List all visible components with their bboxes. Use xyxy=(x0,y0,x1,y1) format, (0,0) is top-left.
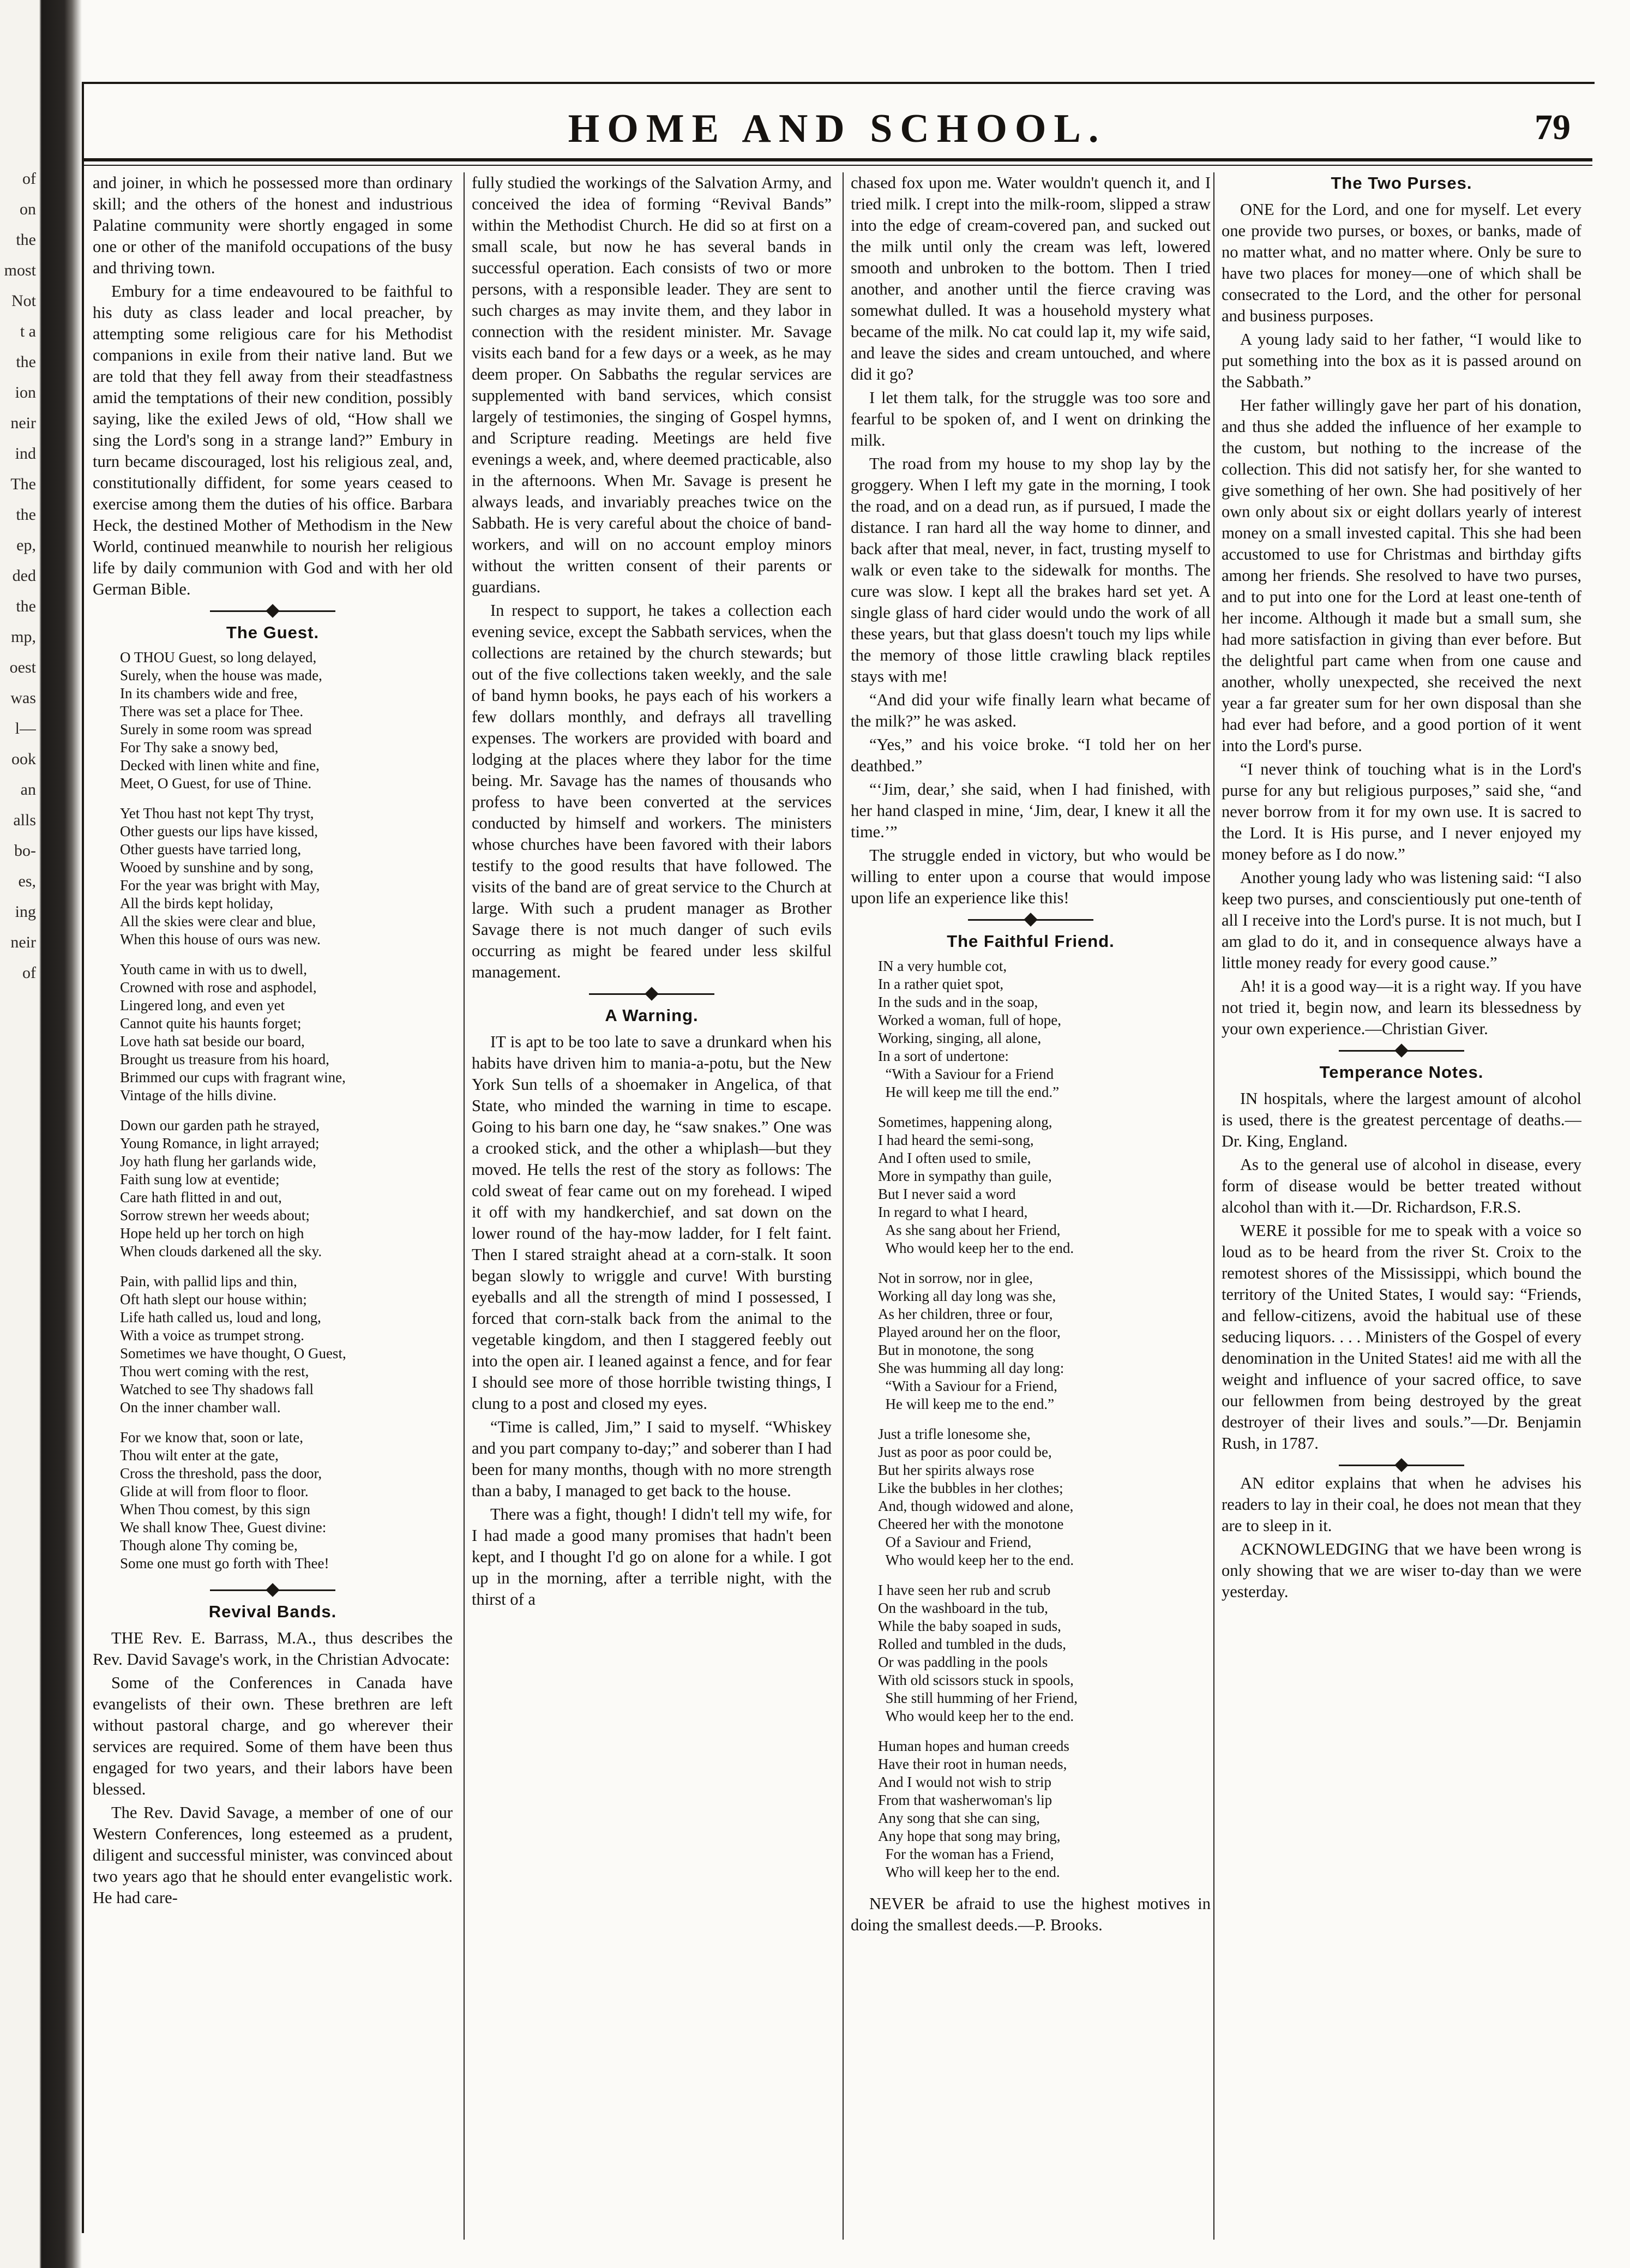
poem-line: Human hopes and human creeds xyxy=(878,1738,1069,1754)
poem-line: With old scissors stuck in spools, xyxy=(878,1672,1074,1688)
article-paragraph: Ah! it is a good way—it is a right way. If you have not tried it, begin now, and learn its blessedness by your own experience.—Christian Giver. xyxy=(1222,977,1581,1038)
poem-line: In its chambers wide and free, xyxy=(120,685,298,701)
poem-line: Life hath called us, loud and long, xyxy=(120,1309,321,1325)
poem-line: Not in sorrow, nor in glee, xyxy=(878,1270,1033,1286)
poem-line: More in sympathy than guile, xyxy=(878,1168,1052,1184)
article-paragraph: and joiner, in which he possessed more than ordinary skill; and the others of the honest and industrious Palatine community were shortly engaged in some one or other of the manifold occupations of the busy and thriving town. xyxy=(93,173,453,277)
article-paragraph: “Yes,” and his voice broke. “I told her on her deathbed.” xyxy=(851,735,1211,775)
poem-stanza xyxy=(878,1113,1211,1257)
article-paragraph: chased fox upon me. Water wouldn't quench it, and I tried milk. I crept into the milk-room, slipped a straw into the edge of cream-covered pan, and sucked out the milk until only the cream was left, lowered smooth and unbroken to the bottom. Then I tried another, and another until the fierce craving was somewhat dulled. It was a household mystery what became of the milk. No cat could lap it, my wife said, and leave the sides and cream untouched, and where did it go? xyxy=(851,173,1211,383)
poem-line: Sometimes we have thought, O Guest, xyxy=(120,1345,346,1361)
poem-line: But her spirits always rose xyxy=(878,1462,1034,1478)
poem-line: Young Romance, in light arrayed; xyxy=(120,1135,320,1151)
article-paragraph: There was a fight, though! I didn't tell my wife, for I had made a good many promises that hadn't been kept, and I thought I'd go on alone for a while. I got up in the morning, after a terrible night, with the thirst of a xyxy=(472,1505,832,1609)
poem-line: Down our garden path he strayed, xyxy=(120,1117,320,1133)
poem-line: Some one must go forth with Thee! xyxy=(120,1555,329,1571)
article-paragraph: NEVER be afraid to use the highest motives in doing the smallest deeds.—P. Brooks. xyxy=(851,1894,1211,1934)
article-paragraph: The struggle ended in victory, but who would be willing to enter upon a course that would impose upon life an experience like this! xyxy=(851,846,1211,907)
poem-line: Worked a woman, full of hope, xyxy=(878,1012,1061,1028)
poem-line: Who would keep her to the end. xyxy=(878,1552,1074,1568)
header-rule-thin xyxy=(82,165,1592,166)
poem-line: Surely, when the house was made, xyxy=(120,667,322,683)
poem-line: Hope held up her torch on high xyxy=(120,1225,304,1241)
poem-line: Care hath flitted in and out, xyxy=(120,1189,282,1205)
poem-title-the-guest: The Guest. xyxy=(226,623,320,642)
poem-line: Watched to see Thy shadows fall xyxy=(120,1381,314,1397)
header-rule xyxy=(82,158,1592,161)
article-paragraph: WERE it possible for me to speak with a voice so loud as to be heard from the river St. Croix to the remotest shores of the Mississippi, which bound the territory of the United States, I would say: “Friends, and fellow-citizens, avoid the habitual use of these seducing liquors. . . . Ministers of the Gospel of every denomination in the United States! aid me with all the weight and influence of your sacred office, to save our fellowmen from being destroyed by the great destroyer of their lives and souls.”—Dr. Benjamin Rush, in 1787. xyxy=(1222,1221,1581,1453)
poem-line: But I never said a word xyxy=(878,1186,1016,1202)
page-number: 79 xyxy=(1535,107,1571,147)
poem-line: Other guests have tarried long, xyxy=(120,841,302,857)
poem-line: “With a Saviour for a Friend xyxy=(878,1066,1054,1082)
column-rule xyxy=(843,172,844,2240)
poem-line: With a voice as trumpet strong. xyxy=(120,1327,304,1343)
poem-line: Brimmed our cups with fragrant wine, xyxy=(120,1069,346,1085)
poem-line: Love hath sat beside our board, xyxy=(120,1033,305,1049)
poem-line: She still humming of her Friend, xyxy=(878,1690,1078,1706)
section-divider xyxy=(851,914,1211,925)
poem-line: Joy hath flung her garlands wide, xyxy=(120,1153,316,1169)
column-1 xyxy=(93,172,453,2240)
article-paragraph: IN hospitals, where the largest amount of alcohol is used, there is the greatest percentage of deaths.—Dr. King, England. xyxy=(1222,1089,1581,1150)
poem-line: For we know that, soon or late, xyxy=(120,1429,303,1445)
poem-line: Surely in some room was spread xyxy=(120,721,312,737)
poem-line: While the baby soaped in suds, xyxy=(878,1618,1061,1634)
poem-line: Thou wilt enter at the gate, xyxy=(120,1447,279,1463)
poem-line: Sometimes, happening along, xyxy=(878,1114,1052,1130)
poem-line: Thou wert coming with the rest, xyxy=(120,1363,309,1379)
article-paragraph: Another young lady who was listening said: “I also keep two purses, and conscientiously put one-tenth of all I receive into the Lord's purse. It is not much, but I am glad to do it, and in consequence always have a little money ready for every good cause.” xyxy=(1222,868,1581,972)
adjacent-page-fragments: of on the most Not t a the ion neir ind The the ep, ded the mp, oest was l— ook an alls bo- es, ing neir of xyxy=(4,170,36,982)
poem-line: On the inner chamber wall. xyxy=(120,1399,281,1415)
column-3 xyxy=(851,172,1211,2240)
article-paragraph: THE Rev. E. Barrass, M.A., thus describes the Rev. David Savage's work, in the Christian Advocate: xyxy=(93,1629,453,1669)
article-paragraph: ACKNOWLEDGING that we have been wrong is only showing that we are wiser to-day than we were yesterday. xyxy=(1222,1540,1581,1601)
article-title-temperance-notes: Temperance Notes. xyxy=(1319,1063,1484,1082)
poem-title-the-faithful-friend: The Faithful Friend. xyxy=(947,932,1115,951)
poem-line: Lingered long, and even yet xyxy=(120,997,285,1013)
poem-line: She was humming all day long: xyxy=(878,1360,1064,1376)
poem-line: As she sang about her Friend, xyxy=(878,1222,1061,1238)
poem-line: Youth came in with us to dwell, xyxy=(120,961,307,977)
poem-line: And I often used to smile, xyxy=(878,1150,1031,1166)
poem-line: Sorrow strewn her weeds about; xyxy=(120,1207,310,1223)
poem-stanza xyxy=(878,957,1211,1101)
section-divider xyxy=(1222,1460,1581,1471)
article-paragraph: “Time is called, Jim,” I said to myself. “Whiskey and you part company to-day;” and soberer than I had been for many months, though with no more strength than a baby, I managed to get back to the house. xyxy=(472,1418,832,1500)
poem-line: In a sort of undertone: xyxy=(878,1048,1009,1064)
section-divider xyxy=(93,605,453,616)
poem-line: Cannot quite his haunts forget; xyxy=(120,1015,302,1031)
poem-line: Any song that she can sing, xyxy=(878,1810,1040,1826)
poem-line: But in monotone, the song xyxy=(878,1342,1034,1358)
article-paragraph: ONE for the Lord, and one for myself. Let every one provide two purses, or boxes, or banks, made of no matter what, and no matter where. Only be sure to have two places for money—one of which shall be consecrated to the Lord, and the other for personal and business purposes. xyxy=(1222,200,1581,325)
poem-line: Cross the threshold, pass the door, xyxy=(120,1465,322,1481)
poem-the-faithful-friend xyxy=(851,957,1211,1881)
poem-line: He will keep me to the end.” xyxy=(878,1396,1055,1412)
article-paragraph: Some of the Conferences in Canada have evangelists of their own. These brethren are left without pastoral charge, and go wherever their services are required. Some of them have been thus engaged for two years, and their labors have been blessed. xyxy=(93,1673,453,1798)
poem-stanza xyxy=(878,1269,1211,1413)
poem-line: Other guests our lips have kissed, xyxy=(120,823,318,839)
poem-line: For Thy sake a snowy bed, xyxy=(120,739,279,755)
poem-stanza xyxy=(120,1273,453,1417)
article-paragraph: fully studied the workings of the Salvation Army, and conceived the idea of forming “Revival Bands” within the Methodist Church. He did so at first on a small scale, but now he has several bands in successful operation. Each consists of two or more persons, with a responsible leader. They are sent to such charges as may invite them, and they labor in connection with the resident minister. Mr. Savage visits each band for a few days or a week, as he may deem proper. On Sabbaths the regular services are supplemented with band services, which consist largely of testimonies, the singing of Gospel hymns, and Scripture reading. Meetings are held five evenings a week, and, where deemed practicable, also in the afternoons. When Mr. Savage is present he always leads, and invariably preaches twice on the Sabbath. He is very careful about the choice of band-workers, and will on no account employ minors without the written consent of their parents or guardians. xyxy=(472,173,832,596)
poem-line: I have seen her rub and scrub xyxy=(878,1582,1051,1598)
running-title: HOME AND SCHOOL. xyxy=(568,106,1106,151)
poem-line: Played around her on the floor, xyxy=(878,1324,1061,1340)
poem-line: Oft hath slept our house within; xyxy=(120,1291,307,1307)
poem-line: O THOU Guest, so long delayed, xyxy=(120,649,317,665)
poem-stanza xyxy=(120,805,453,949)
poem-line: Brought us treasure from his hoard, xyxy=(120,1051,329,1067)
article-paragraph: Her father willingly gave her part of his donation, and thus she added the influence of her example to the custom, but nothing to the increase of the collection. This did not satisfy her, for she wanted to give something of her own. She had positively of her own only about six or eight dollars yearly of interest money on a small invested capital. This she had been accustomed to use for Christmas and birthday gifts among her friends. She resolved to have two purses, and to put into one for the Lord at least one-tenth of her income. Although it made but a small sum, she had more satisfaction in giving than ever before. But the delightful part came when from one cause and another, wholly unexpected, she received the next year a far greater sum for her own disposal than she had ever had before, and a good portion of it went into the Lord's purse. xyxy=(1222,396,1581,755)
poem-line: Vintage of the hills divine. xyxy=(120,1087,277,1103)
section-divider xyxy=(93,1585,453,1595)
poem-line: In the suds and in the soap, xyxy=(878,994,1038,1010)
poem-line: When this house of ours was new. xyxy=(120,931,321,947)
section-divider xyxy=(1222,1045,1581,1056)
poem-line: Glide at will from floor to floor. xyxy=(120,1483,309,1499)
column-rule xyxy=(1213,172,1214,2240)
article-title-the-two-purses: The Two Purses. xyxy=(1331,173,1472,193)
poem-line: For the year was bright with May, xyxy=(120,877,320,893)
poem-line: Of a Saviour and Friend, xyxy=(878,1534,1032,1550)
poem-stanza xyxy=(878,1425,1211,1569)
poem-line: Who would keep her to the end. xyxy=(878,1240,1074,1256)
poem-line: Cheered her with the monotone xyxy=(878,1516,1064,1532)
poem-line: Have their root in human needs, xyxy=(878,1756,1067,1772)
poem-line: In a rather quiet spot, xyxy=(878,976,1004,992)
poem-line: Working, singing, all alone, xyxy=(878,1030,1042,1046)
section-divider xyxy=(472,988,832,999)
poem-line: Any hope that song may bring, xyxy=(878,1828,1061,1844)
poem-line: In regard to what I heard, xyxy=(878,1204,1028,1220)
article-paragraph: As to the general use of alcohol in disease, every form of disease would be better treated without alcohol than with it.—Dr. Richardson, F.R.S. xyxy=(1222,1155,1581,1216)
poem-line: Yet Thou hast not kept Thy tryst, xyxy=(120,805,314,821)
poem-line: When Thou comest, by this sign xyxy=(120,1501,310,1517)
poem-stanza xyxy=(120,961,453,1105)
article-paragraph: I let them talk, for the struggle was too sore and fearful to be spoken of, and I went on drinking the milk. xyxy=(851,388,1211,449)
poem-line: Faith sung low at eventide; xyxy=(120,1171,280,1187)
poem-line: There was set a place for Thee. xyxy=(120,703,304,719)
article-title-revival-bands: Revival Bands. xyxy=(208,1602,337,1621)
article-paragraph: Embury for a time endeavoured to be faithful to his duty as class leader and local preacher, by attempting some religious care for his Methodist companions in exile from their native land. But we are told that they fell away from their steadfastness amid the temptations of their new condition, possibly saying, like the exiled Jews of old, “How shall we sing the Lord's song in a strange land?” Embury in turn became discouraged, lost his religious zeal, and, constitutionally diffident, for some years ceased to exercise among them the duties of his office. Barbara Heck, the destined Mother of Methodism in the New World, continued meanwhile to nourish her religious life by daily communion with God and with her old German Bible. xyxy=(93,282,453,598)
poem-line: Wooed by sunshine and by song, xyxy=(120,859,314,875)
poem-line: I had heard the semi-song, xyxy=(878,1132,1034,1148)
poem-line: On the washboard in the tub, xyxy=(878,1600,1048,1616)
poem-line: We shall know Thee, Guest divine: xyxy=(120,1519,327,1535)
column-2 xyxy=(472,172,832,2240)
article-paragraph: The road from my house to my shop lay by the groggery. When I left my gate in the morning, I took the road, and on a dead run, as if pursued, I made the distance. I ran hard all the way home to dinner, and back after that meal, never, in fact, trusting myself to walk or even take to the sidewalk for months. The cure was slow. I kept all the brakes hard set yet. A single glass of hard cider would undo the work of all these years, but that glass doesn't touch my lips while the memory of those little crawling black reptiles stays with me! xyxy=(851,454,1211,686)
poem-line: Or was paddling in the pools xyxy=(878,1654,1048,1670)
poem-line: Pain, with pallid lips and thin, xyxy=(120,1273,297,1289)
article-paragraph: “I never think of touching what is in the Lord's purse for any but religious purposes,” said she, “and never borrow from it for my own use. It is sacred to the Lord. It is His purse, and I never enjoyed my money before as I do now.” xyxy=(1222,760,1581,863)
article-paragraph: “‘Jim, dear,’ she said, when I had finished, with her hand clasped in mine, ‘Jim, dear, I knew it all the time.’” xyxy=(851,780,1211,841)
poem-line: From that washerwoman's lip xyxy=(878,1792,1052,1808)
poem-line: Who will keep her to the end. xyxy=(878,1864,1060,1880)
column-4 xyxy=(1222,172,1581,2240)
article-paragraph: AN editor explains that when he advises his readers to lay in their coal, he does not mean that they are to sleep in it. xyxy=(1222,1474,1581,1535)
poem-line: Just as poor as poor could be, xyxy=(878,1444,1052,1460)
poem-line: Rolled and tumbled in the duds, xyxy=(878,1636,1066,1652)
poem-stanza xyxy=(120,649,453,793)
poem-stanza xyxy=(878,1581,1211,1725)
poem-line: And I would not wish to strip xyxy=(878,1774,1052,1790)
poem-line: Crowned with rose and asphodel, xyxy=(120,979,317,995)
poem-line: Though alone Thy coming be, xyxy=(120,1537,298,1553)
poem-line: When clouds darkened all the sky. xyxy=(120,1243,322,1259)
article-paragraph: IT is apt to be too late to save a drunkard when his habits have driven him to mania-a-potu, but the New York Sun tells of a shoemaker in Angelica, of that State, who minded the warning in time to escape. Going to his barn one day, he “saw snakes.” One was a crooked stick, and the other a whiplash—but they moved. He tells the rest of the story as follows: The cold sweat of fear came out on my forehead. I wiped it off with my handkerchief, and sat down on the lower round of the hay-mow ladder, for I felt faint. Then I stared straight ahead at a corn-stalk. It soon began slowly to wriggle and curve! With bursting eyeballs and all the strength of mind I possessed, I forced that corn-stalk back from the animal to the vegetable kingdom, and then I staggered feebly out into the open air. I leaned against a fence, and for fear I should see more of those horrible twisting things, I clung to a post and closed my eyes. xyxy=(472,1033,832,1413)
poem-line: He will keep me till the end.” xyxy=(878,1084,1060,1100)
article-paragraph: In respect to support, he takes a collection each evening sevice, except the Sabbath services, when the collections are retained by the church stewards; but out of the five collections taken weekly, and the sale of band hymn books, he pays each of his workers a few dollars monthly, and defrays all travelling expenses. The workers are provided with board and lodging at the places where they labor for the time being. Mr. Savage has the names of thousands who profess to have been converted at the services conducted by himself and workers. The ministers whose churches have been favored with their labors testify to the good results that have followed. The visits of the band are of great service to the Church at large. With such a prudent manager as Brother Savage there is not much danger of such evils occurring as might be feared under less skilful management. xyxy=(472,601,832,981)
poem-line: All the birds kept holiday, xyxy=(120,895,273,911)
article-paragraph: A young lady said to her father, “I would like to put something into the box as it is passed around on the Sabbath.” xyxy=(1222,330,1581,391)
poem-stanza xyxy=(878,1737,1211,1881)
article-paragraph: The Rev. David Savage, a member of one of our Western Conferences, long esteemed as a prudent, diligent and successful minister, was convinced about two years ago that he should enter evangelistic work. He had care- xyxy=(93,1803,453,1907)
poem-stanza xyxy=(120,1429,453,1573)
poem-line: Meet, O Guest, for use of Thine. xyxy=(120,775,312,791)
poem-stanza xyxy=(120,1117,453,1261)
page-header xyxy=(82,96,1592,156)
poem-line: Decked with linen white and fine, xyxy=(120,757,320,773)
poem-line: For the woman has a Friend, xyxy=(878,1846,1054,1862)
article-title-a-warning: A Warning. xyxy=(605,1006,699,1025)
poem-line: Who would keep her to the end. xyxy=(878,1708,1074,1724)
poem-line: All the skies were clear and blue, xyxy=(120,913,316,929)
poem-line: “With a Saviour for a Friend, xyxy=(878,1378,1057,1394)
poem-line: And, though widowed and alone, xyxy=(878,1498,1074,1514)
poem-line: Just a trifle lonesome she, xyxy=(878,1426,1031,1442)
poem-the-guest xyxy=(93,649,453,1573)
poem-line: IN a very humble cot, xyxy=(878,958,1007,974)
poem-line: As her children, three or four, xyxy=(878,1306,1053,1322)
poem-line: Working all day long was she, xyxy=(878,1288,1056,1304)
poem-line: Like the bubbles in her clothes; xyxy=(878,1480,1063,1496)
article-paragraph: “And did your wife finally learn what became of the milk?” he was asked. xyxy=(851,691,1211,730)
column-rule xyxy=(464,172,465,2240)
